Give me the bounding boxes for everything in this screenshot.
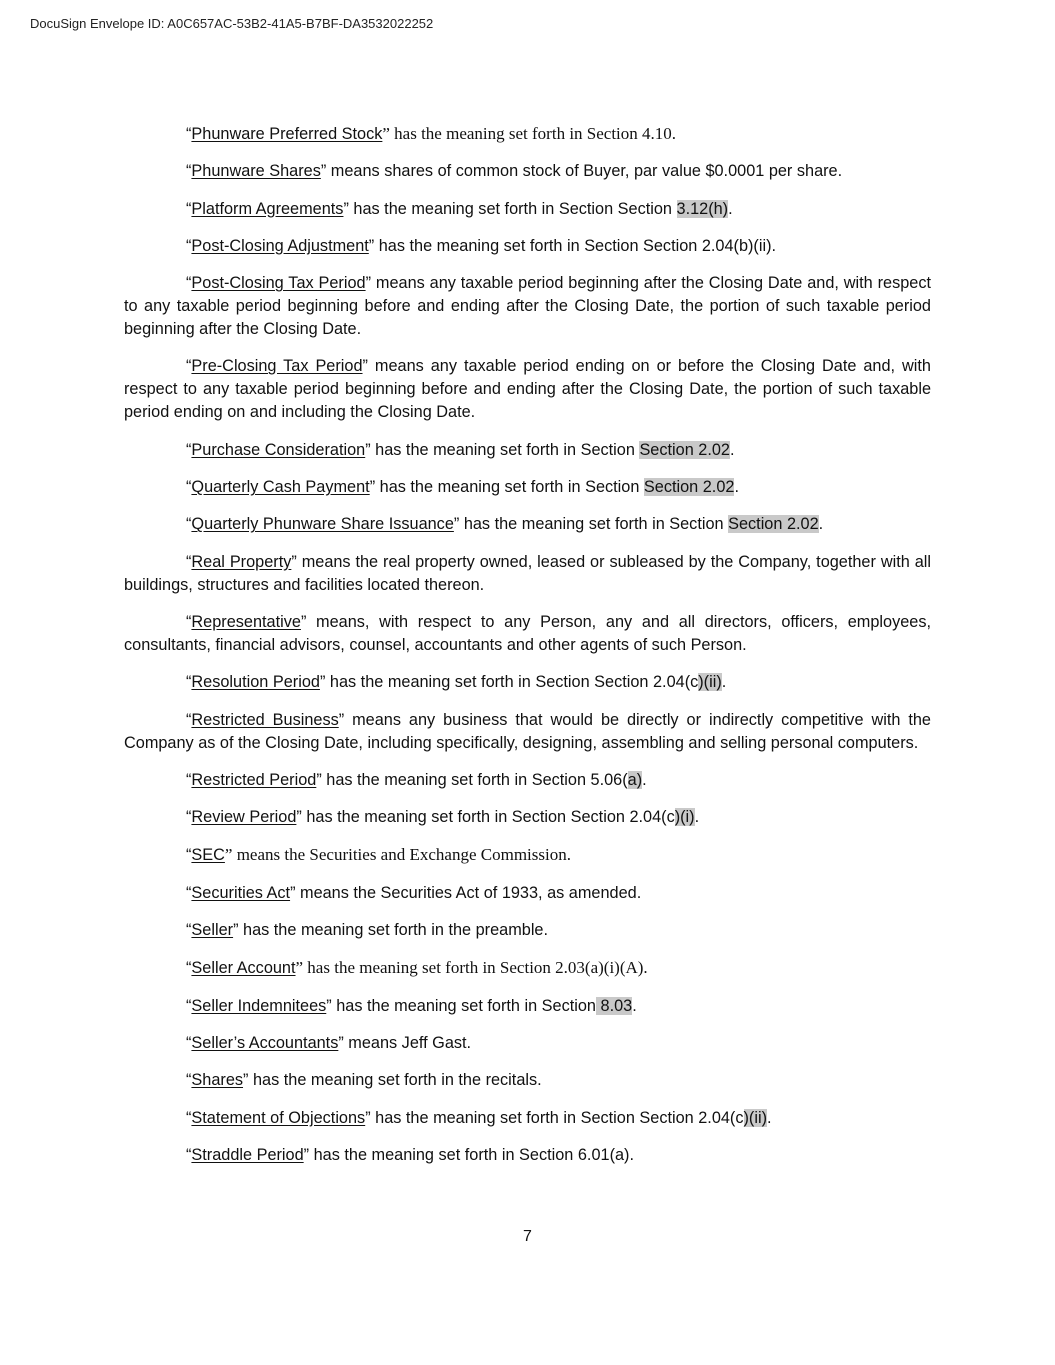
definition-paragraph: “Platform Agreements” has the meaning set forth in Section Section 3.12(h).: [186, 199, 733, 218]
defined-term: Phunware Preferred Stock: [191, 125, 383, 143]
definition-paragraph: “Seller’s Accountants” means Jeff Gast.: [186, 1033, 472, 1052]
definition-text: ” has the meaning set forth in Section Section: [343, 199, 677, 218]
definitions-list: [124, 122, 931, 1181]
docusign-envelope-id: DocuSign Envelope ID: A0C657AC-53B2-41A5-B7BF-DA3532022252: [30, 16, 434, 31]
definition-paragraph: “Securities Act” means the Securities Act of 1933, as amended.: [186, 883, 642, 902]
definition-paragraph: “Seller Indemnitees” has the meaning set forth in Section 8.03.: [186, 996, 637, 1015]
definition-paragraph: “Representative” means, with respect to any Person, any and all directors, officers, employees, consultants, financial advisors, counsel, accountants and other agents of such Person.: [124, 612, 931, 654]
definition-tail: .: [642, 770, 647, 789]
defined-term: Securities Act: [191, 883, 291, 902]
defined-term: Straddle Period: [191, 1145, 304, 1164]
definition-text: ” has the meaning set forth in Section Section 2.04(c: [296, 808, 675, 827]
definition-text: ” has the meaning set forth in the preamble.: [233, 921, 549, 940]
definition-paragraph: “Post-Closing Adjustment” has the meaning set forth in Section Section 2.04(b)(ii).: [186, 236, 777, 255]
definition-tail: .: [734, 478, 739, 497]
definition-tail: .: [721, 673, 727, 692]
definition-text: ” means the Securities and Exchange Commission.: [224, 845, 571, 865]
definition-text: ” means any taxable period beginning after the Closing Date and, with respect to any taxable period beginning before and ending after the Closing Date, the portion of such taxable period beginning after the Closing Date.: [124, 274, 931, 339]
defined-term: Quarterly Phunware Share Issuance: [191, 515, 454, 534]
defined-term: Pre-Closing Tax Period: [191, 357, 363, 376]
definition-paragraph: “Purchase Consideration” has the meaning set forth in Section Section 2.02.: [186, 440, 735, 459]
section-reference: 3.12(h): [676, 199, 729, 218]
defined-term: Seller: [191, 921, 234, 940]
definition-paragraph: “Restricted Business” means any business that would be directly or indirectly competitive with the Company as of the Closing Date, including specifically, designing, assembling and selling personal computers.: [124, 710, 931, 752]
definition-paragraph: “Restricted Period” has the meaning set forth in Section 5.06(a).: [186, 770, 647, 789]
section-reference: a): [627, 770, 643, 789]
definition-tail: .: [729, 440, 735, 459]
defined-term: Representative: [191, 612, 301, 631]
definition-text: ” has the meaning set forth in Section 5.06(: [316, 770, 628, 789]
definition-text: ” means any taxable period ending on or before the Closing Date and, with respect to any taxable period beginning before and ending after the Closing Date, the portion of such taxable period ending on and including the Closing Date.: [124, 357, 931, 422]
defined-term: Purchase Consideration: [191, 440, 366, 459]
definition-text: ” means any business that would be directly or indirectly competitive with the Company as of the Closing Date, including specifically, designing, assembling and selling personal computers.: [124, 710, 931, 752]
definition-tail: .: [632, 996, 637, 1015]
defined-term: Real Property: [191, 552, 292, 571]
definition-paragraph: “Phunware Preferred Stock” has the meaning set forth in Section 4.10.: [186, 124, 677, 143]
definition-text: ” has the meaning set forth in Section: [326, 996, 596, 1015]
definition-paragraph: “Straddle Period” has the meaning set forth in Section 6.01(a).: [186, 1145, 634, 1164]
definition-paragraph: “Seller Account” has the meaning set forth in Section 2.03(a)(i)(A).: [186, 958, 648, 978]
definition-paragraph: “Resolution Period” has the meaning set forth in Section Section 2.04(c)(ii).: [186, 673, 727, 692]
section-reference: Section 2.02: [728, 515, 819, 534]
defined-term: Post-Closing Adjustment: [191, 236, 369, 255]
section-reference: Section 2.02: [639, 440, 730, 459]
section-reference: )(ii): [698, 673, 722, 692]
definition-tail: .: [767, 1108, 772, 1127]
defined-term: Statement of Objections: [191, 1108, 366, 1127]
defined-term: Review Period: [191, 808, 297, 827]
definition-text: ” means Jeff Gast.: [338, 1033, 472, 1052]
defined-term: Post-Closing Tax Period: [191, 274, 366, 293]
defined-term: SEC: [191, 846, 225, 865]
definition-tail: .: [818, 515, 824, 534]
definition-paragraph: “Shares” has the meaning set forth in the recitals.: [186, 1071, 542, 1090]
definition-paragraph: “Quarterly Phunware Share Issuance” has the meaning set forth in Section Section 2.02.: [186, 515, 824, 534]
definition-text: ” has the meaning set forth in Section Section 2.04(c: [365, 1108, 744, 1127]
definition-text: ” has the meaning set forth in Section 2.03(a)(i)(A).: [295, 958, 648, 978]
defined-term: Platform Agreements: [191, 199, 344, 218]
section-reference: 8.03: [595, 996, 633, 1015]
definition-paragraph: “Seller” has the meaning set forth in the preamble.: [186, 921, 549, 940]
definition-paragraph: “Review Period” has the meaning set forth in Section Section 2.04(c)(i).: [186, 808, 700, 827]
definition-paragraph: “Statement of Objections” has the meaning set forth in Section Section 2.04(c)(ii).: [186, 1108, 772, 1127]
definition-tail: .: [728, 199, 733, 218]
definition-paragraph: “Real Property” means the real property owned, leased or subleased by the Company, together with all buildings, structures and facilities located thereon.: [124, 552, 931, 594]
defined-term: Phunware Shares: [191, 162, 321, 181]
definition-text: ” means shares of common stock of Buyer, par value $0.0001 per share.: [320, 162, 843, 181]
section-reference: )(i): [674, 808, 695, 827]
definition-paragraph: “Pre-Closing Tax Period” means any taxable period ending on or before the Closing Date and, with respect to any taxable period beginning before and ending after the Closing Date, the portion of such taxable period ending on and including the Closing Date.: [124, 357, 931, 422]
definition-text: ” has the meaning set forth in Section Section 2.04(c: [319, 673, 699, 692]
definition-paragraph: “Post-Closing Tax Period” means any taxable period beginning after the Closing Date and, with respect to any taxable period beginning before and ending after the Closing Date, the portion of such taxable period beginning after the Closing Date.: [124, 274, 931, 339]
definition-paragraph: “Phunware Shares” means shares of common stock of Buyer, par value $0.0001 per share.: [186, 162, 843, 181]
definition-text: ” has the meaning set forth in Section 4.10.: [382, 124, 677, 143]
section-reference: Section 2.02: [643, 478, 735, 497]
page-number: 7: [523, 1228, 532, 1245]
definition-text: ” has the meaning set forth in Section 6.01(a).: [303, 1145, 634, 1164]
definition-text: ” means, with respect to any Person, any and all directors, officers, employees, consultants, financial advisors, counsel, accountants and other agents of such Person.: [124, 612, 931, 654]
defined-term: Restricted Period: [191, 770, 317, 789]
definition-paragraph: “Quarterly Cash Payment” has the meaning set forth in Section Section 2.02.: [186, 478, 739, 497]
defined-term: Shares: [191, 1071, 244, 1090]
definition-text: ” has the meaning set forth in Section: [453, 515, 729, 534]
definition-text: ” has the meaning set forth in Section Section 2.04(b)(ii).: [368, 236, 777, 255]
section-reference: )(ii): [743, 1108, 767, 1127]
defined-term: Seller’s Accountants: [191, 1033, 339, 1052]
definition-paragraph: “SEC” means the Securities and Exchange Commission.: [186, 845, 571, 865]
definition-text: ” has the meaning set forth in the recitals.: [243, 1071, 542, 1090]
definition-tail: .: [694, 808, 700, 827]
definition-text: ” has the meaning set forth in Section: [369, 478, 644, 497]
defined-term: Restricted Business: [191, 710, 339, 729]
defined-term: Seller Account: [191, 959, 296, 978]
defined-term: Resolution Period: [191, 673, 320, 692]
definition-text: ” means the Securities Act of 1933, as amended.: [290, 883, 642, 902]
definition-text: ” has the meaning set forth in Section: [365, 440, 640, 459]
definition-text: ” means the real property owned, leased or subleased by the Company, together with all buildings, structures and facilities located thereon.: [124, 552, 931, 594]
defined-term: Seller Indemnitees: [191, 996, 327, 1015]
defined-term: Quarterly Cash Payment: [191, 478, 370, 497]
